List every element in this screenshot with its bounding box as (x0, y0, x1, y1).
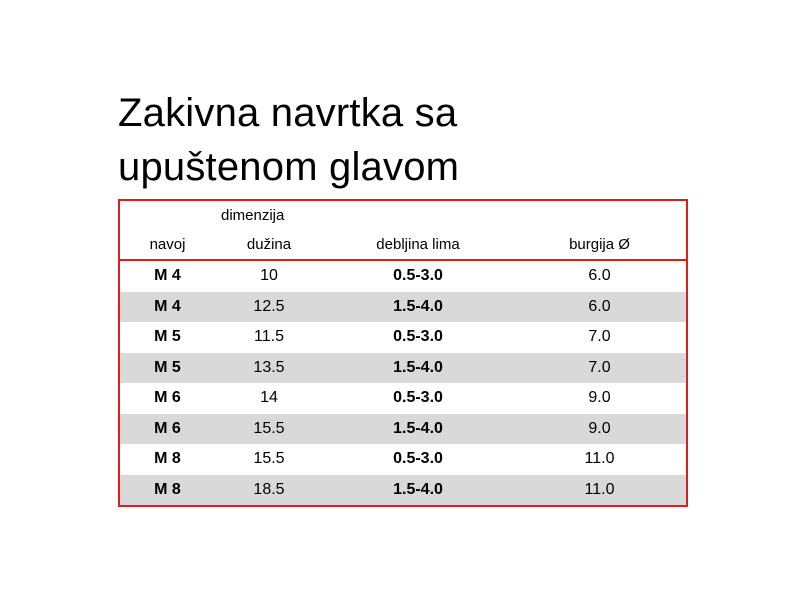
cell-burgija: 6.0 (588, 267, 611, 285)
spec-table (118, 199, 688, 507)
table-header-group-row (119, 200, 687, 229)
table-header-row (119, 229, 687, 260)
header-navoj: navoj (119, 229, 215, 260)
cell-navoj: M 8 (154, 450, 181, 468)
cell-navoj: M 6 (154, 389, 181, 407)
cell-navoj: M 5 (119, 353, 215, 384)
header-blank-cell-3 (513, 200, 687, 229)
cell-debljina: 0.5-3.0 (393, 328, 443, 346)
cell-debljina: 0.5-3.0 (393, 267, 443, 285)
cell-debljina: 1.5-4.0 (323, 414, 513, 445)
header-dimenzija: dimenzija (221, 206, 285, 224)
cell-burgija: 7.0 (588, 328, 611, 346)
table-row (119, 444, 687, 475)
cell-burgija: 9.0 (588, 389, 611, 407)
header-blank-cell-2 (323, 200, 513, 229)
cell-burgija: 9.0 (513, 414, 687, 445)
table-row (119, 260, 687, 292)
cell-burgija: 11.0 (584, 450, 615, 468)
cell-debljina: 0.5-3.0 (393, 450, 443, 468)
cell-duzina: 15.5 (253, 450, 285, 468)
cell-duzina: 11.5 (254, 328, 284, 346)
page-title (118, 86, 718, 195)
cell-duzina: 15.5 (215, 414, 323, 445)
cell-duzina: 10 (260, 267, 278, 285)
cell-debljina: 1.5-4.0 (323, 475, 513, 507)
cell-debljina: 1.5-4.0 (323, 292, 513, 323)
cell-burgija: 6.0 (513, 292, 687, 323)
header-burgija: burgija Ø (513, 229, 687, 260)
spec-table-container (118, 199, 686, 507)
title-line-2: upuštenom glavom (118, 145, 460, 190)
cell-debljina: 1.5-4.0 (323, 353, 513, 384)
cell-duzina: 12.5 (215, 292, 323, 323)
cell-burgija: 7.0 (513, 353, 687, 384)
cell-duzina: 13.5 (215, 353, 323, 384)
cell-debljina: 0.5-3.0 (393, 389, 443, 407)
cell-burgija: 11.0 (513, 475, 687, 507)
table-row (119, 322, 687, 353)
header-blank-cell (119, 200, 215, 229)
cell-navoj: M 4 (154, 267, 181, 285)
cell-navoj: M 6 (119, 414, 215, 445)
table-row (119, 414, 687, 445)
table-row (119, 475, 687, 507)
title-line-1: Zakivna navrtka sa (118, 91, 458, 135)
cell-navoj: M 4 (119, 292, 215, 323)
cell-duzina: 14 (260, 389, 278, 407)
table-row (119, 383, 687, 414)
header-debljina-lima: debljina lima (323, 229, 513, 260)
cell-navoj: M 8 (119, 475, 215, 507)
table-row (119, 353, 687, 384)
cell-duzina: 18.5 (215, 475, 323, 507)
table-row (119, 292, 687, 323)
cell-navoj: M 5 (154, 328, 181, 346)
header-duzina: dužina (215, 229, 323, 260)
